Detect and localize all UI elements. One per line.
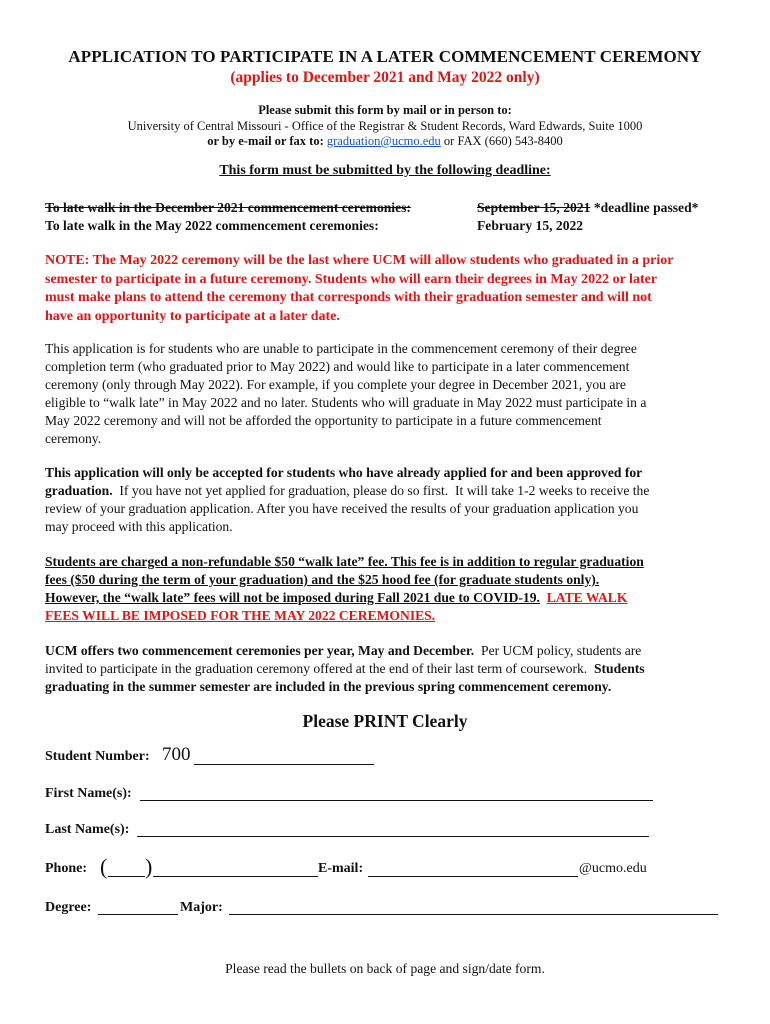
fee-line: fees ($50 during the term of your graduation) and the $25 hood fee (for graduate students only).: [45, 572, 600, 587]
deadline-date-december: [477, 200, 698, 216]
email-domain-suffix: @ucmo.edu: [579, 861, 647, 876]
submission-instruction: Please submit this form by mail or in person to:: [258, 103, 512, 117]
note-line: NOTE: The May 2022 ceremony will be the last where UCM will allow students who graduated in a prior: [45, 253, 674, 268]
email-field[interactable]: [368, 876, 578, 877]
phone-number-field[interactable]: [153, 876, 318, 877]
note-line: must make plans to attend the ceremony that corresponds with their graduation semester and will not: [45, 290, 652, 305]
approval-line: may proceed with this application.: [45, 519, 233, 534]
page-subtitle: (applies to December 2021 and May 2022 only): [230, 69, 540, 86]
email-label: E-mail:: [318, 861, 364, 876]
deadline-date-december-value: September 15, 2021: [477, 200, 591, 215]
first-name-field[interactable]: [140, 800, 653, 801]
last-name-field[interactable]: [137, 836, 649, 837]
late-walk-warning: LATE WALK: [546, 590, 628, 605]
deadline-heading: This form must be submitted by the following deadline:: [219, 163, 551, 178]
intro-line: completion term (who graduated prior to May 2022) and would like to participate in a later commencement: [45, 359, 630, 374]
policy-bold: UCM offers two commencement ceremonies per year, May and December.: [45, 643, 475, 658]
form-heading: Please PRINT Clearly: [302, 711, 468, 731]
footer-instruction: Please read the bullets on back of page and sign/date form.: [225, 961, 545, 976]
policy-line: [45, 660, 725, 678]
approval-paragraph: [45, 464, 725, 536]
deadline-label-may: To late walk in the May 2022 commencement ceremonies:: [45, 218, 379, 233]
policy-normal: invited to participate in the graduation ceremony offered at the end of their last term of coursework.: [45, 661, 588, 676]
intro-line: ceremony.: [45, 431, 102, 446]
approval-line: This application will only be accepted for students who have already applied for and been approved for: [45, 465, 643, 480]
approval-bold-word: graduation.: [45, 483, 113, 498]
intro-line: May 2022 ceremony and will not be afforded the opportunity to participate in a future commencement: [45, 413, 602, 428]
degree-label: Degree:: [45, 900, 92, 915]
deadline-passed-note: *deadline passed*: [593, 200, 699, 215]
student-number-value[interactable]: 700: [162, 744, 191, 765]
fee-covid-note: However, the “walk late” fees will not be imposed during Fall 2021 due to COVID-19.: [45, 590, 540, 605]
submission-contact-prefix: or by e-mail or fax to:: [207, 134, 324, 148]
policy-line: graduating in the summer semester are included in the previous spring commencement ceremony.: [45, 679, 612, 694]
phone-paren-close: ): [145, 854, 153, 879]
deadline-date-may: February 15, 2022: [477, 218, 584, 233]
student-number-label: Student Number:: [45, 749, 150, 764]
intro-line: This application is for students who are unable to participate in the commencement ceremony of their degree: [45, 341, 637, 356]
note-line: have an opportunity to participate at a later date.: [45, 308, 340, 324]
submission-contact: [0, 134, 770, 149]
late-walk-warning-line: FEES WILL BE IMPOSED FOR THE MAY 2022 CEREMONIES.: [45, 608, 436, 623]
approval-line: [45, 482, 725, 500]
note-block: [45, 252, 725, 326]
fee-line: [45, 589, 725, 607]
fee-paragraph: [45, 553, 725, 625]
intro-paragraph: [45, 340, 725, 448]
registrar-address: University of Central Missouri - Office of the Registrar & Student Records, Ward Edwards, Suite 1000: [127, 119, 643, 133]
phone-area-code-field[interactable]: [108, 876, 145, 877]
note-line: semester to participate in a future ceremony. Students who will earn their degrees in May 2022 or later: [45, 271, 658, 287]
degree-field[interactable]: [98, 914, 178, 915]
deadline-label-december: To late walk in the December 2021 commencement ceremonies:: [45, 200, 411, 215]
approval-line: review of your graduation application. After you have received the results of your graduation application you: [45, 501, 639, 516]
phone-paren-open: (: [100, 854, 108, 879]
page-title: APPLICATION TO PARTICIPATE IN A LATER COMMENCEMENT CEREMONY: [68, 47, 702, 66]
approval-rest: If you have not yet applied for graduation, please do so first. It will take 1-2 weeks to receive the: [112, 483, 650, 498]
last-name-label: Last Name(s):: [45, 822, 130, 837]
fee-line: Students are charged a non-refundable $50 “walk late” fee. This fee is in addition to regular graduation: [45, 554, 644, 569]
fax-number: or FAX (660) 543-8400: [443, 134, 563, 148]
student-number-field[interactable]: [194, 764, 374, 765]
graduation-email-link[interactable]: graduation@ucmo.edu: [326, 134, 441, 148]
major-field[interactable]: [229, 914, 718, 915]
policy-paragraph: [45, 642, 725, 696]
policy-bold-2: Students: [593, 661, 645, 676]
policy-rest: Per UCM policy, students are: [474, 643, 642, 658]
intro-line: eligible to “walk late” in May 2022 and no later. Students who will graduate in May 2022 must participate in a: [45, 395, 647, 410]
major-label: Major:: [180, 900, 223, 915]
first-name-label: First Name(s):: [45, 786, 132, 801]
intro-line: ceremony (only through May 2022). For example, if you complete your degree in December 2021, you are: [45, 377, 626, 392]
policy-line: [45, 642, 725, 660]
phone-label: Phone:: [45, 861, 87, 876]
